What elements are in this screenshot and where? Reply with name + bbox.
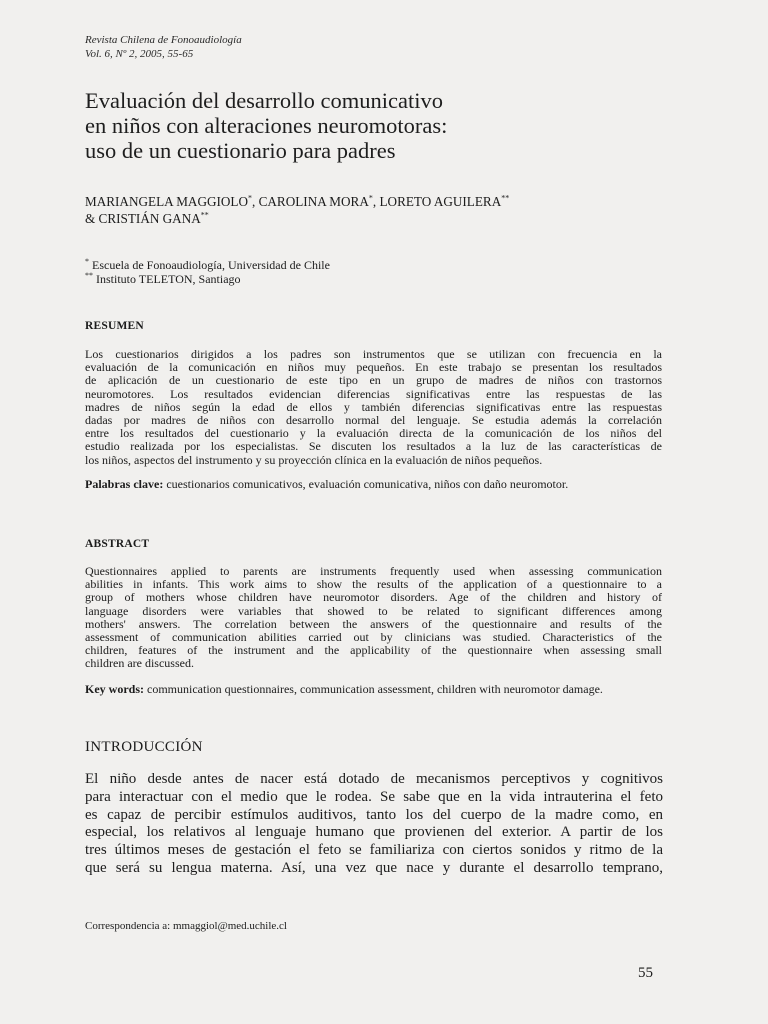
page-number: 55 (638, 965, 653, 981)
keywords-text: communication questionnaires, communication assessment, children with neuromotor damage. (144, 682, 603, 696)
text-line: tres últimos meses de gestación el feto se familiariza con ciertos sonidos y ritmo de la (85, 842, 663, 859)
palabras-clave (85, 478, 662, 492)
resumen-heading: RESUMEN (85, 320, 144, 332)
resumen-body (85, 348, 662, 467)
affiliation-mark: * (248, 193, 253, 203)
text-line: dadas por madres de niños con desarrollo normal del lenguaje. Se estudia además la correlación (85, 414, 662, 428)
author-name: & CRISTIÁN GANA (85, 211, 201, 226)
keywords-text: cuestionarios comunicativos, evaluación comunicativa, niños con daño neuromotor. (163, 477, 569, 491)
text-line: Los cuestionarios dirigidos a los padres son instrumentos que se utilizan con frecuencia en la (85, 348, 662, 361)
journal-citation (85, 34, 242, 61)
text-line: que será su lengua materna. Así, una vez que nace y durante el desarrollo temprano, (85, 859, 663, 876)
article-title (85, 88, 447, 163)
affiliation-mark: * (368, 193, 373, 203)
text-line: language disorders were variables that showed to be related to significant differences among (85, 604, 662, 618)
affiliation (85, 258, 330, 272)
text-line: evaluación de la comunicación en niños muy pequeños. En este trabajo se presentan los resultados (85, 361, 662, 375)
text-line: children, features of the instrument and the applicability of the questionnaire when assessing small (85, 644, 662, 658)
text-line: abilities in infants. This work aims to show the results of the application of a questionnaire to a (85, 578, 662, 592)
text-line: El niño desde antes de nacer está dotado de mecanismos perceptivos y cognitivos (85, 771, 663, 787)
title-line: en niños con alteraciones neuromotoras: (85, 113, 448, 138)
text-line: especial, los relativos al lenguaje humano que provienen del exterior. A partir de los (85, 824, 663, 841)
journal-volume: Vol. 6, Nº 2, 2005, 55-65 (85, 47, 194, 60)
title-line: uso de un cuestionario para padres (85, 138, 396, 163)
text-line: children are discussed. (85, 657, 194, 671)
introduction-heading: INTRODUCCIÓN (85, 739, 203, 755)
affiliation-mark: * (85, 257, 89, 266)
text-line: para interactuar con el medio que le rodea. Se sabe que en la vida intrauterina el feto (85, 788, 663, 805)
affiliation (85, 272, 330, 286)
text-line: mothers' answers. The correlation between the answers of the questionnaire and results of the (85, 617, 662, 631)
text-line: estudio realizada por los especialistas. Se discuten los resultados a la luz de las características de (85, 440, 662, 454)
author-line (85, 210, 509, 227)
text-line: Questionnaires applied to parents are instruments frequently used when assessing communication (85, 565, 662, 578)
author-name: , CAROLINA MORA (252, 194, 369, 209)
journal-name: Revista Chilena de Fonoaudiología (85, 34, 242, 46)
affiliation-text: Instituto TELETON, Santiago (93, 272, 241, 286)
text-line: group of mothers whose children have neuromotor disorders. Age of the children and history of (85, 591, 662, 605)
author-list (85, 193, 509, 227)
keywords-label: Palabras clave: (85, 477, 164, 491)
author-name: MARIANGELA MAGGIOLO (85, 194, 249, 209)
text-line: neuromotores. Los resultados evidencian diferencias significativas entre las respuestas de las (85, 387, 662, 401)
keywords-label: Key words: (85, 682, 144, 696)
introduction-body (85, 771, 663, 878)
author-line (85, 193, 509, 210)
affiliation-mark: ** (200, 210, 209, 220)
text-line: entre los resultados del cuestionario y la evaluación directa de la comunicación de los niños del (85, 427, 662, 441)
key-words (85, 683, 662, 697)
text-line: assessment of communication abilities carried out by clinicians was studied. Characteristics of the (85, 631, 662, 645)
abstract-heading: ABSTRACT (85, 538, 150, 550)
abstract-body (85, 565, 662, 671)
text-line: de aplicación de un cuestionario de este tipo en un grupo de madres de niños con trastornos (85, 374, 662, 388)
affiliation-text: Escuela de Fonoaudiología, Universidad de Chile (89, 258, 330, 272)
text-line: es capaz de percibir estímulos auditivos, tanto los del cuerpo de la madre como, en (85, 806, 663, 823)
author-name: , LORETO AGUILERA (372, 194, 502, 209)
title-line: Evaluación del desarrollo comunicativo (85, 88, 444, 113)
affiliation-mark: ** (85, 271, 93, 280)
affiliations (85, 258, 330, 286)
text-line: los niños, aspectos del instrumento y su proyección clínica en la evaluación de niños pequeños. (85, 453, 543, 467)
affiliation-mark: ** (501, 193, 510, 203)
text-line: madres de niños según la edad de ellos y también diferencias significativas entre las respuestas (85, 400, 662, 414)
correspondence-note: Correspondencia a: mmaggiol@med.uchile.cl (85, 920, 287, 932)
